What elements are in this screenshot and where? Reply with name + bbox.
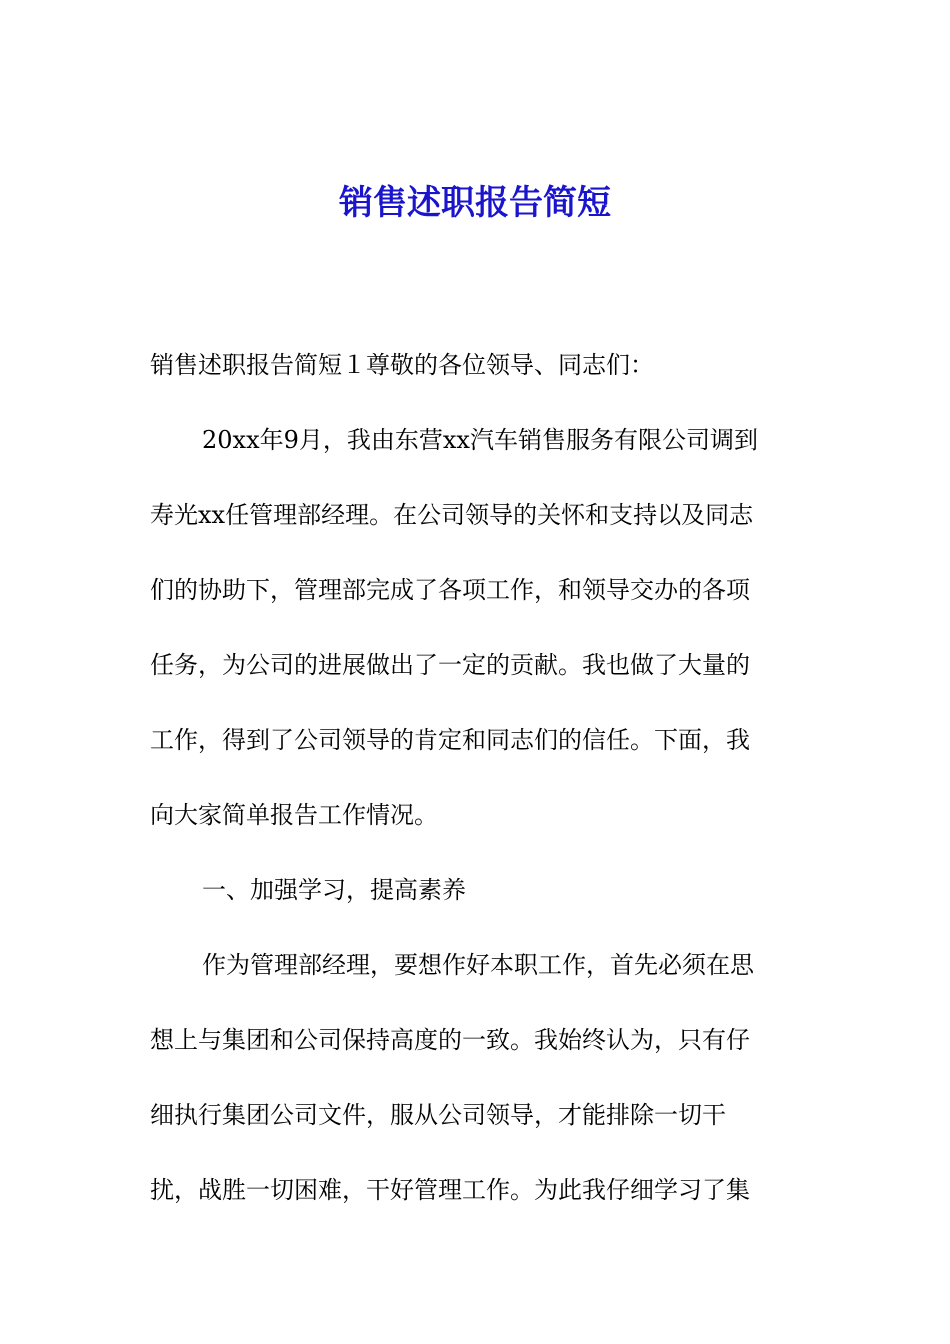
body-line: 寿光xx任管理部经理。在公司领导的关怀和支持以及同志 [150, 501, 754, 529]
body-line: 想上与集团和公司保持高度的一致。我始终认为，只有仔 [150, 1026, 750, 1054]
body-line: 细执行集团公司文件，服从公司领导，才能排除一切干 [150, 1101, 726, 1129]
section-heading: 一、加强学习，提高素养 [202, 876, 466, 904]
document-body [150, 328, 810, 1228]
body-line: 销售述职报告简短１尊敬的各位领导、同志们： [150, 351, 654, 379]
body-line: 20xx年9月，我由东营xx汽车销售服务有限公司调到 [202, 426, 758, 454]
body-line: 作为管理部经理，要想作好本职工作，首先必须在思 [202, 951, 754, 979]
body-line: 们的协助下，管理部完成了各项工作，和领导交办的各项 [150, 576, 750, 604]
body-line: 向大家简单报告工作情况。 [150, 801, 438, 829]
body-line: 工作，得到了公司领导的肯定和同志们的信任。下面，我 [150, 726, 750, 754]
body-line: 任务，为公司的进展做出了一定的贡献。我也做了大量的 [150, 651, 750, 679]
document-title: 销售述职报告简短 [339, 183, 611, 223]
body-line: 扰，战胜一切困难，干好管理工作。为此我仔细学习了集 [150, 1176, 750, 1204]
